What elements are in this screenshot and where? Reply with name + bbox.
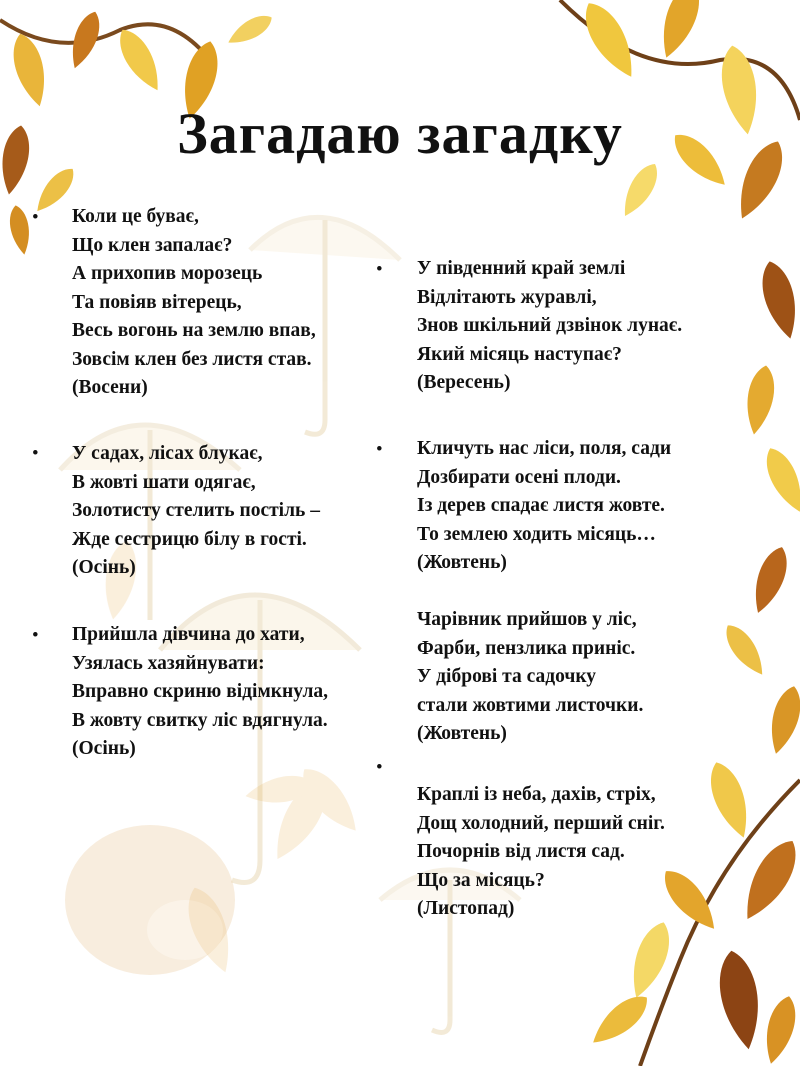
- riddle-line: Краплі із неба, дахів, стріх,: [417, 784, 656, 805]
- riddle-1: [72, 203, 316, 403]
- riddle-line: У діброві та садочку: [417, 666, 597, 687]
- riddle-line: Дозбирати осені плоди.: [417, 466, 621, 488]
- riddle-answer: (Жовтень): [417, 552, 507, 573]
- riddle-line: У садах, лісах блукає,: [72, 443, 263, 464]
- riddle-line: Чарівник прийшов у ліс,: [417, 609, 637, 630]
- riddle-line: Що за місяць?: [417, 869, 545, 891]
- riddle-line: Зовсім клен без листя став.: [72, 348, 312, 370]
- riddle-line: Фарби, пензлика приніс.: [417, 637, 636, 659]
- riddle-line: То землею ходить місяць…: [417, 523, 656, 545]
- riddle-line: В жовті шати одягає,: [72, 471, 256, 493]
- riddle-3: [72, 621, 328, 764]
- riddle-line: Прийшла дівчина до хати,: [72, 624, 305, 645]
- riddle-answer: (Осінь): [72, 557, 136, 578]
- riddle-line: Весь вогонь на землю впав,: [72, 320, 316, 341]
- riddle-line: А прихопив морозець: [72, 263, 263, 284]
- riddle-line: Вправно скриню відімкнула,: [72, 681, 329, 702]
- bullet-marker: •: [32, 625, 39, 646]
- slide-title: Загадаю загадку: [177, 101, 623, 166]
- bullet-marker: •: [376, 439, 383, 460]
- riddle-2: [72, 440, 320, 583]
- riddle-answer: (Вересень): [417, 372, 511, 393]
- bullet-marker: •: [376, 259, 383, 280]
- riddle-line: Знов шкільний дзвінок лунає.: [417, 315, 683, 336]
- riddle-line: Відлітають журавлі,: [417, 286, 597, 308]
- riddle-line: Коли це буває,: [72, 206, 199, 227]
- riddle-line: Узялась хазяйнувати:: [72, 652, 265, 674]
- riddle-answer: (Листопад): [417, 898, 515, 919]
- faded-hedgehog-icon: [65, 825, 235, 975]
- riddle-line: Почорнів від листя сад.: [417, 841, 625, 862]
- riddle-line: Що клен запалає?: [72, 234, 233, 256]
- riddle-4: [417, 255, 682, 398]
- riddle-line: В жовту свитку ліс вдягнула.: [72, 709, 328, 731]
- riddle-line: Який місяць наступає?: [417, 343, 622, 365]
- riddle-line: Дощ холодний, перший сніг.: [417, 812, 665, 834]
- riddle-7: [417, 781, 665, 924]
- riddle-line: Із дерев спадає листя жовте.: [417, 495, 665, 516]
- riddle-line: Та повіяв вітерець,: [72, 291, 242, 313]
- bullet-marker: •: [32, 207, 39, 228]
- riddle-line: Золотисту стелить постіль –: [72, 500, 320, 521]
- bullet-marker: •: [32, 443, 39, 464]
- riddle-answer: (Осінь): [72, 738, 136, 759]
- riddle-answer: (Жовтень): [417, 723, 507, 744]
- riddle-line: У південний край землі: [417, 258, 626, 279]
- riddle-6: [417, 606, 643, 749]
- bullet-marker: •: [376, 757, 383, 778]
- riddle-line: Кличуть нас ліси, поля, сади: [417, 438, 672, 459]
- riddle-5: [417, 435, 671, 578]
- riddle-line: Жде сестрицю білу в гості.: [72, 528, 307, 550]
- riddle-line: стали жовтими листочки.: [417, 694, 644, 716]
- riddle-answer: (Восени): [72, 377, 148, 398]
